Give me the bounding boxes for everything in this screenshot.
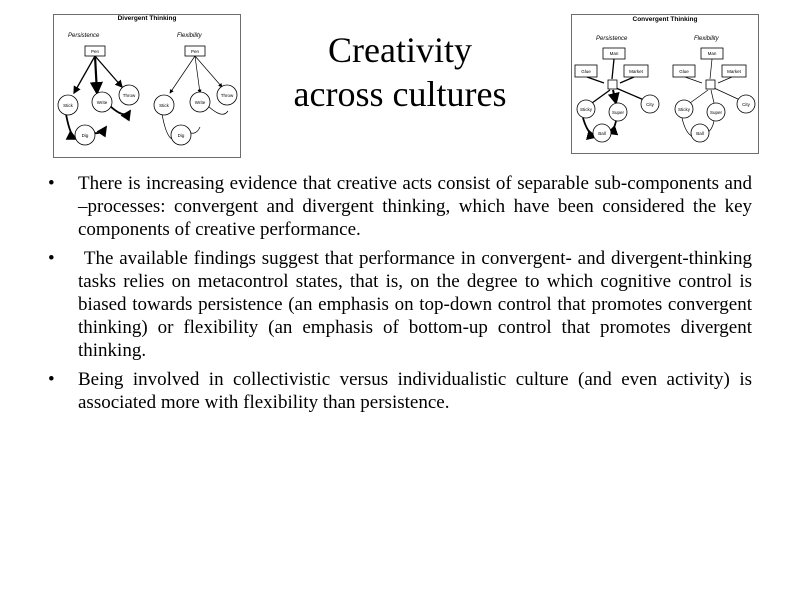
slide-title-line-2: across cultures [293, 74, 507, 114]
node-label: Throw [220, 93, 234, 98]
panel-label-flexibility: Flexibility [177, 33, 202, 39]
bullet-item [47, 368, 752, 414]
node-label: Man [609, 51, 619, 56]
bullet-item [47, 247, 757, 362]
node-label: Throw [122, 93, 136, 98]
bullet-dot-icon: • [48, 369, 55, 390]
node-label: Write [194, 100, 206, 105]
bullet-list [47, 172, 757, 420]
bullet-text: There is increasing evidence that creative acts consist of separable sub-components and –processes: convergent and divergent thinking, which have been considered the key components of creative performance. [78, 173, 752, 240]
node-label: Dig [81, 133, 89, 138]
bullet-text: Being involved in collectivistic versus individualistic culture (and even activity) is associated more with flexibility than persistence. [78, 369, 752, 413]
node-label: Market [629, 69, 643, 74]
bullet-dot-icon: • [48, 173, 55, 194]
panel-label-flexibility: Flexibility [694, 36, 719, 42]
node-label: City [646, 102, 654, 107]
node-label: Super [709, 110, 723, 115]
node-label: Ball [598, 131, 606, 136]
node-label: Market [727, 69, 741, 74]
node-label: Write [96, 100, 108, 105]
node-label: Stick [63, 103, 73, 108]
node-label: Glue [679, 69, 689, 74]
bullet-dot-icon: • [48, 248, 55, 269]
node-label: Stick [159, 103, 169, 108]
panel-label-persistence: Persistence [596, 36, 628, 42]
node-label: Pen [90, 49, 100, 54]
node-label: Pen [190, 49, 200, 54]
bullet-text: The available findings suggest that performance in convergent- and divergent-thinking tasks relies on metacontrol states, that is, on the degree to which cognitive control is biased towards persistence (an emphasis on top-down control that promotes convergent thinking) or flexibility (an emphasis of bottom-up control that promotes divergent thinking. [78, 248, 757, 361]
node-label: City [742, 102, 750, 107]
slide-title [0, 28, 800, 116]
node-label: Sticky [677, 107, 691, 112]
bullet-item [47, 172, 752, 241]
node-label: Dig [177, 133, 185, 138]
slide-title-line-1: Creativity [328, 30, 472, 70]
node-label: Man [707, 51, 717, 56]
figure-heading: Divergent Thinking [117, 15, 177, 22]
node-label: Sticky [579, 107, 593, 112]
node-label: Super [611, 110, 625, 115]
figure-heading: Convergent Thinking [632, 16, 698, 23]
node-label: Glue [581, 69, 591, 74]
panel-label-persistence: Persistence [68, 33, 100, 39]
node-label: Ball [696, 131, 704, 136]
